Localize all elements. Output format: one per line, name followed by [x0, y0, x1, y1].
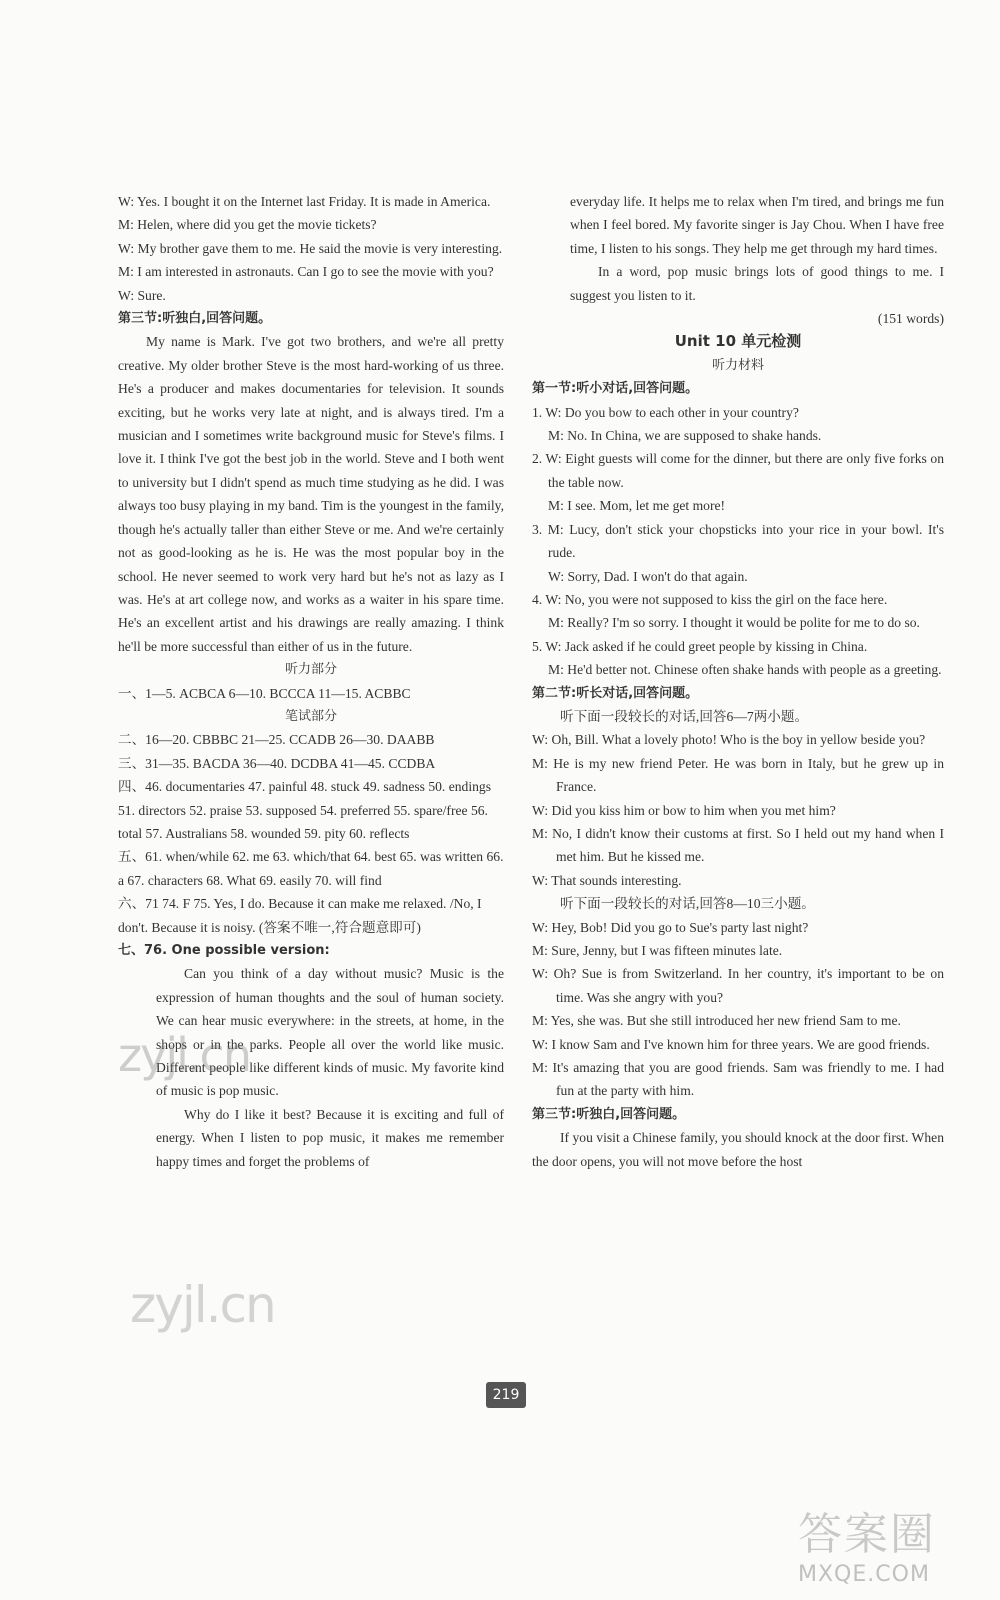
essay-paragraph: Can you think of a day without music? Music is the expression of human thoughts and the soul of human society. We can hear music everywhere: in the streets, at home, in the shops or in the parks. People all over the world like music. Different people like different kinds of music. My favorite kind of music is pop music.: [156, 966, 504, 1099]
dialogue-line: M: No. In China, we are supposed to shake hands.: [548, 428, 822, 444]
essay-paragraph: In a word, pop music brings lots of good things to me. I suggest you listen to it.: [570, 264, 944, 303]
question-line: 1. W: Do you bow to each other in your country?: [532, 404, 799, 420]
dialogue-line: M: Helen, where did you get the movie tickets?: [118, 217, 377, 233]
watermark: zyjl.cn: [130, 1276, 275, 1334]
unit-title: Unit 10 单元检测: [674, 332, 802, 351]
dialogue-line: M: No, I didn't know their customs at first. So I held out my hand when I met him. But he kissed me.: [532, 825, 944, 865]
answer-line: 二、16—20. CBBBC 21—25. CCADB 26—30. DAABB: [118, 732, 435, 748]
dialogue-intro: 听下面一段较长的对话,回答6—7两小题。: [560, 708, 809, 724]
watermark: zyjl.cn: [118, 1028, 250, 1082]
dialogue-line: M: Really? I'm so sorry. I thought it would be polite for me to do so.: [548, 615, 920, 631]
dialogue-line: W: Yes. I bought it on the Internet last Friday. It is made in America.: [118, 194, 491, 209]
monologue-text: My name is Mark. I've got two brothers, and we're all pretty creative. My older brother Steve is the most hard-working of us three. He's a producer and makes documentaries for television. It sounds exciting, but he works very late at night, and is always tired. I'm a musician and I sometimes write background music for Steve's films. I love it. I think I've got the best job in the world. Steve and I both went to university but I didn't spend as much time studying as he did. I was always too busy playing in my band. Tim is the youngest in the family, though he's actually taller than either Steve or me. And we're certainly not as good-looking as he is. He was the most popular boy in the school. He never seemed to work very hard but he's not as lazy as I was. He's at art college now, and works as a waiter in his spare time. He's an excellent artist and his drawings are really amazing. I think he'll be more successful than either of us in the future.: [118, 334, 504, 654]
dialogue-line: M: I am interested in astronauts. Can I go to see the movie with you?: [118, 264, 494, 280]
dialogue-line: M: He is my new friend Peter. He was born in Italy, but he grew up in France.: [532, 755, 944, 795]
answer-line: 五、61. when/while 62. me 63. which/that 64. best 65. was written 66. a 67. characters 68. What 69. easily 70. will find: [118, 849, 504, 888]
dialogue-line: M: It's amazing that you are good friends. Sam was friendly to me. I had fun at the party with him.: [532, 1060, 944, 1099]
essay-paragraph: Why do I like it best? Because it is exciting and full of energy. When I listen to pop music, it makes me remember happy times and forget the problems of: [156, 1106, 504, 1169]
left-column: [118, 190, 504, 1173]
section-heading: 第一节:听小对话,回答问题。: [532, 381, 699, 397]
monologue-text: If you visit a Chinese family, you should knock at the door first. When the door opens, you will not move before the host: [532, 1130, 944, 1169]
dialogue-line: M: He'd better not. Chinese often shake hands with people as a greeting.: [548, 662, 942, 678]
answer-line: 三、31—35. BACDA 36—40. DCDBA 41—45. CCDBA: [118, 755, 436, 771]
dialogue-line: W: I know Sam and I've known him for three years. We are good friends.: [532, 1036, 930, 1052]
dialogue-intro: 听下面一段较长的对话,回答8—10三小题。: [560, 896, 815, 912]
question-line: 5. W: Jack asked if he could greet people by kissing in China.: [532, 638, 868, 654]
right-column: [532, 190, 944, 1173]
answer-heading: 七、76. One possible version:: [118, 943, 330, 958]
dialogue-line: W: Did you kiss him or bow to him when you met him?: [532, 802, 836, 818]
question-line: 2. W: Eight guests will come for the dinner, but there are only five forks on the table now.: [532, 451, 944, 490]
answer-line: 四、46. documentaries 47. painful 48. stuck 49. sadness 50. endings 51. directors 52. praise 53. supposed 54. preferred 55. spare/free 56. total 57. Australians 58. wounded 59. pity 60. reflects: [118, 779, 492, 841]
word-count: (151 words): [877, 311, 944, 327]
section-heading: 第二节:听长对话,回答问题。: [532, 685, 699, 701]
page-number: 219: [486, 1382, 526, 1408]
dialogue-line: W: Hey, Bob! Did you go to Sue's party last night?: [532, 919, 809, 935]
dialogue-line: W: Sorry, Dad. I won't do that again.: [548, 568, 748, 584]
dialogue-line: M: Sure, Jenny, but I was fifteen minutes late.: [532, 943, 783, 958]
dialogue-line: W: Oh? Sue is from Switzerland. In her country, it's important to be on time. Was she angry with you?: [532, 966, 944, 1005]
dialogue-line: W: Sure.: [118, 287, 166, 303]
dialogue-line: M: Yes, she was. But she still introduced her new friend Sam to me.: [532, 1013, 901, 1029]
logo-en: MXQE.COM: [798, 1562, 930, 1587]
dialogue-line: W: My brother gave them to me. He said the movie is very interesting.: [118, 240, 503, 256]
essay-paragraph: everyday life. It helps me to relax when I'm tired, and brings me fun when I feel bored. My favorite singer is Jay Chou. When I have free time, I listen to his songs. They help me get through my hard times.: [570, 194, 944, 256]
dialogue-line: W: Oh, Bill. What a lovely photo! Who is the boy in yellow beside you?: [532, 732, 926, 748]
section-heading: 第三节:听独白,回答问题。: [118, 311, 272, 327]
part-heading: 听力部分: [284, 662, 337, 678]
section-heading: 第三节:听独白,回答问题。: [532, 1106, 686, 1122]
question-line: 4. W: No, you were not supposed to kiss the girl on the face here.: [532, 591, 888, 607]
answer-line: 六、71 74. F 75. Yes, I do. Because it can make me relaxed. /No, I don't. Because it is noisy. (答案不唯一,符合题意即可): [118, 896, 482, 935]
question-line: 3. M: Lucy, don't stick your chopsticks into your rice in your bowl. It's rude.: [532, 521, 944, 561]
logo-cn: 答案圈: [798, 1509, 936, 1560]
dialogue-line: W: That sounds interesting.: [532, 872, 682, 888]
dialogue-line: M: I see. Mom, let me get more!: [548, 498, 726, 514]
answer-line: 一、1—5. ACBCA 6—10. BCCCA 11—15. ACBBC: [118, 685, 411, 701]
part-heading: 笔试部分: [284, 708, 337, 724]
site-logo: [798, 1498, 988, 1588]
part-heading: 听力材料: [711, 357, 764, 373]
